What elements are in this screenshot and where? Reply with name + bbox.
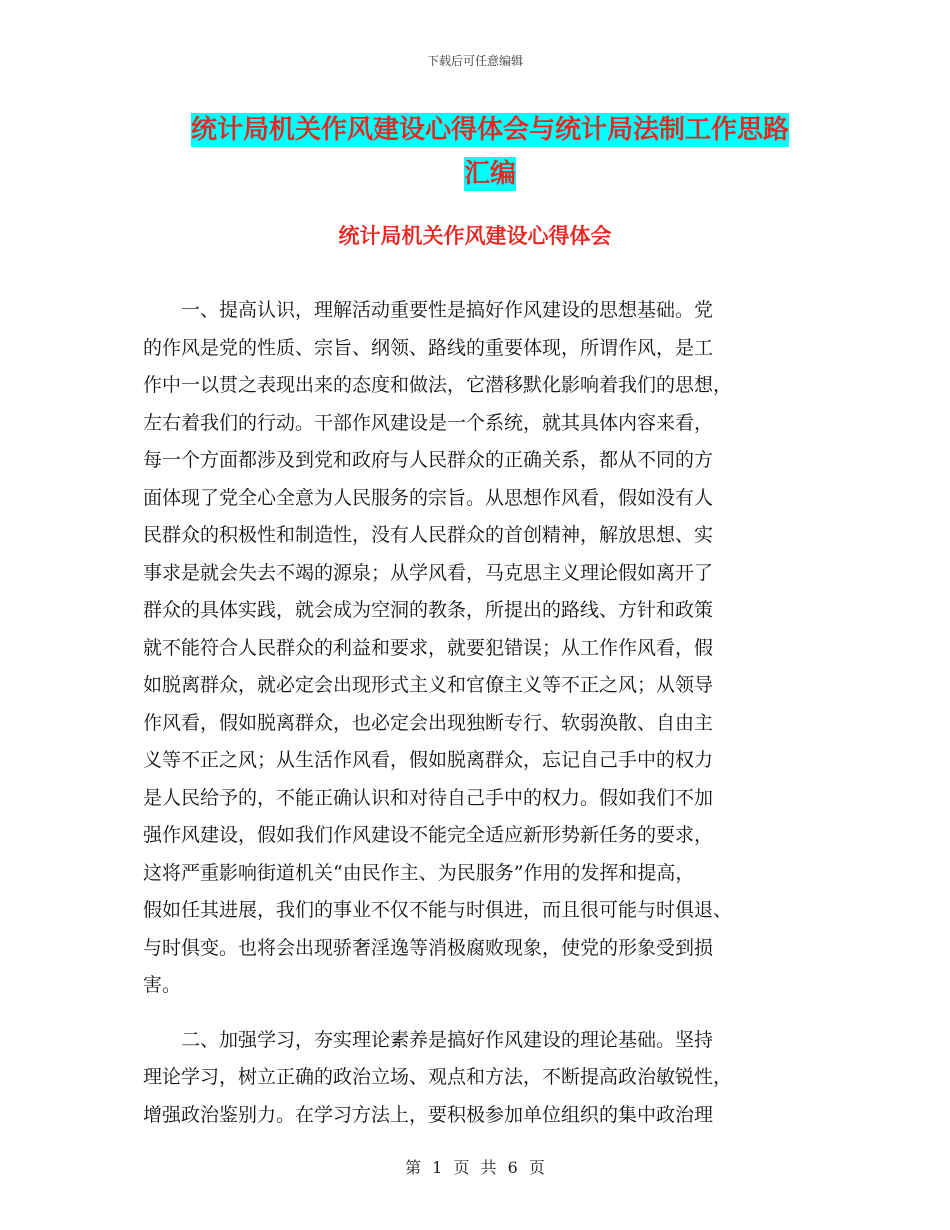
paragraph-1 — [143, 292, 798, 1005]
text-line: 假如任其进展，我们的事业不仅不能与时俱进，而且很可能与时俱退、 — [143, 899, 733, 921]
text-line: 左右着我们的行动。干部作风建设是一个系统，就其具体内容来看， — [143, 411, 714, 434]
text-line: 如脱离群众，就必定会出现形式主义和官僚主义等不正之风；从领导 — [143, 674, 714, 696]
main-title — [140, 108, 840, 196]
text-line: 理论学习，树立正确的政治立场、观点和方法，不断提高政治敏锐性， — [143, 1066, 733, 1088]
text-line: 群众的具体实践，就会成为空洞的教条，所提出的路线、方针和政策 — [143, 599, 714, 621]
main-title-line1: 统计局机关作风建设心得体会与统计局法制工作思路 — [190, 115, 789, 145]
text-line: 事求是就会失去不竭的源泉；从学风看，马克思主义理论假如离开了 — [143, 561, 714, 584]
paragraph-gap — [143, 1005, 798, 1022]
text-line: 增强政治鉴别力。在学习方法上，要积极参加单位组织的集中政治理 — [143, 1103, 714, 1126]
paragraph-2 — [143, 1022, 798, 1135]
document-body — [143, 292, 798, 1134]
text-line: 与时俱变。也将会出现骄奢淫逸等消极腐败现象，使党的形象受到损 — [143, 936, 714, 959]
text-line: 作中一以贯之表现出来的态度和做法，它潜移默化影响着我们的思想， — [143, 374, 733, 396]
text-line: 二、加强学习，夯实理论素养是搞好作风建设的理论基础。坚持 — [143, 1028, 714, 1051]
text-line: 民群众的积极性和制造性，没有人民群众的首创精神，解放思想、实 — [143, 524, 714, 546]
text-line: 这将严重影响街道机关“由民作主、为民服务”作用的发挥和提高， — [143, 861, 695, 884]
text-line: 害。 — [143, 974, 182, 996]
text-line: 的作风是党的性质、宗旨、纲领、路线的重要体现，所谓作风，是工 — [143, 336, 714, 359]
page-footer: 第 1 页 共 6 页 — [405, 1158, 545, 1177]
text-line: 强作风建设，假如我们作风建设不能完全适应新形势新任务的要求， — [143, 824, 714, 846]
section-title: 统计局机关作风建设心得体会 — [338, 224, 612, 248]
text-line: 作风看，假如脱离群众，也必定会出现独断专行、软弱涣散、自由主 — [143, 711, 714, 734]
text-line: 是人民给予的，不能正确认识和对待自己手中的权力。假如我们不加 — [143, 786, 714, 809]
header-note: 下载后可任意编辑 — [426, 54, 523, 68]
main-title-line2: 汇编 — [463, 159, 516, 189]
text-line: 一、提高认识，理解活动重要性是搞好作风建设的思想基础。党 — [143, 299, 714, 321]
text-line: 就不能符合人民群众的利益和要求，就要犯错误；从工作作风看，假 — [143, 636, 714, 659]
text-line: 每一个方面都涉及到党和政府与人民群众的正确关系，都从不同的方 — [143, 449, 714, 471]
text-line: 义等不正之风；从生活作风看，假如脱离群众，忘记自己手中的权力 — [143, 749, 714, 771]
text-line: 面体现了党全心全意为人民服务的宗旨。从思想作风看，假如没有人 — [143, 486, 714, 509]
